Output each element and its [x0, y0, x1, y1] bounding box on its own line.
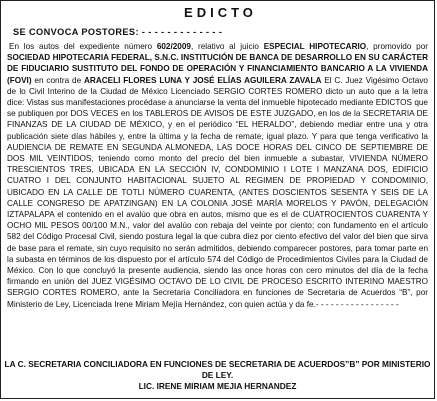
- secretary-name: LIC. IRENE MIRIAM MEJIA HERNANDEZ: [138, 381, 297, 391]
- body-bold-run: ESPECIAL HIPOTECARIO: [263, 42, 367, 51]
- title-bar: [1, 1, 434, 23]
- body-text-run: , relativo al juicio: [190, 42, 264, 51]
- body-text-run: en contra de: [31, 75, 85, 85]
- secretary-title: LA C. SECRETARIA CONCILIADORA EN FUNCIONES DE SECRETARIA DE ACUERDOS”B” POR MINISTERIO DE LEY.: [4, 359, 431, 380]
- body-bold-run: SOCIEDAD HIPOTECARIA FEDERAL, S.N.C. INSTITUCIÓN DE BANCA DE DESARROLLO EN SU CARÁCTER DE FIDUCIARIO SUSTITUTO DEL FONDO DE OPERACIÓN Y FINANCIAMIENTO BANCARIO A LA VIVIENDA (FOVI): [7, 53, 428, 85]
- convocation-heading: SE CONVOCA POSTORES: - - - - - - - - - - - - -: [13, 27, 223, 37]
- document-title: EDICTO: [184, 4, 257, 20]
- body-text-run: , promovido por: [366, 42, 428, 51]
- body-text-run: El C. Juez Vigésimo Octavo de lo Civil Interino de la Ciudad de México Licenciado SERGIO CORTES ROMERO dicto un auto que a la letra dice: Vistas sus manifestaciones procédase a anunciarse la venta del inmueble hipotecado mediante EDICTOS que se publiquen por DOS VECES en los TABLEROS DE AVISOS DE ESTE JUZGADO, en los de la SECRETARIA DE FINANZAS DE LA CIUDAD DE MÉXICO, y en el periódico “EL HERALDO”, debiendo mediar entre una y otra publicación siete días hábiles y, entre la última y la fecha de remate, igual plazo. Y para que tenga verificativo la AUDIENCIA DE REMATE EN SEGUNDA ALMONEDA, LAS DOCE HORAS DEL CINCO DE SEPTIEMBRE DE DOS MIL VEINTIDOS, teniendo como monto del precio del bien inmueble a subastar, VIVIENDA NÚMERO TRESCIENTOS TRES, UBICADA EN LA SECCIÓN IV, CONDOMINIO I LOTE I MANZANA DOS, EDIFICIO CUATRO I DEL CONJUNTO HABITACIONAL SUJETO AL REGIMEN DE PROPIEDAD Y CONDOMINIO, UBICADO EN LA CALLE DE TOTLI NÚMERO CUARENTA, (ANTES DOSCIENTOS SESENTA Y SEIS DE LA CALLE CONGRESO DE APATZINGAN) EN LA COLONIA JOSÉ MARÍA MORELOS Y PAVÓN, DELEGACIÓN IZTAPALAPA el contenido en el avalúo que obra en autos, mismo que es el de CUATROCIENTOS CUARENTA Y OCHO MIL PESOS 00/100 M.N., valor del avalúo con rebaja del veinte por ciento; con fundamento en el artículo 582 del Código Procesal Civil, siendo postura legal la que cubra diez por ciento efectivo del valor del bien que sirva de base para el remate, sin cuyo requisito no serán admitidos, debiendo comparecer postores, para tomar parte en la subasta en términos de los dispuesto por el artículo 574 del Código de Procedimientos Civiles para la Ciudad de México. Con lo que concluyó la presente audiencia, siendo las once horas con cero minutos del día de la fecha firmando en unión del JUEZ VIGÉSIMO OCTAVO DE LO CIVIL DE PROCESO ESCRITO INTERINO MAESTRO SERGIO CORTES ROMERO, ante la Secretaria Conciliadora en funciones de Secretaria de Acuerdos “B”, por Ministerio de Ley, Licenciada Irene Miriam Mejía Hernández, con quien actúa y da fe.- - - - - - - - - - - - - - - - -: [7, 75, 428, 309]
- body-bold-run: ARACELI FLORES LUNA Y JOSÉ ELÍAS AGUILERA ZAVALA: [84, 75, 322, 85]
- body-bold-run: 602/2009: [156, 42, 191, 51]
- signature-block: [1, 359, 434, 392]
- edict-body: [7, 41, 428, 310]
- body-text-run: En los autos del expediente número: [9, 42, 157, 51]
